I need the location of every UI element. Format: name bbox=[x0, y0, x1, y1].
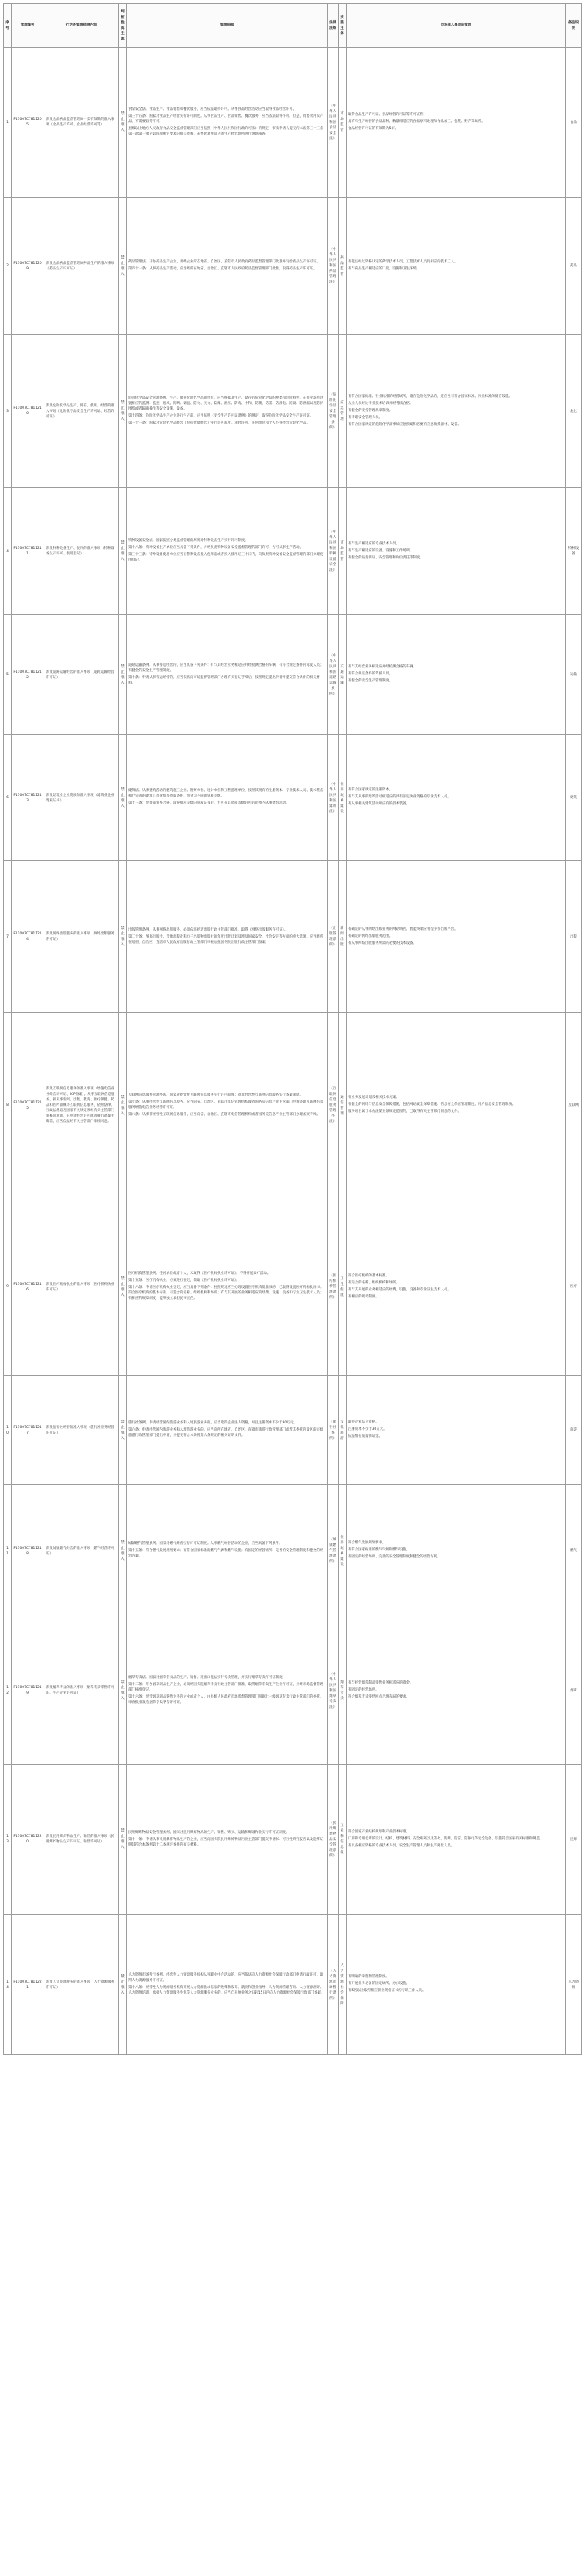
row-basis bbox=[127, 1013, 328, 1198]
row-requirements-paragraph: 有业务发展计划及相关技术方案。 bbox=[348, 1096, 399, 1100]
row-requirements-paragraph: 有确定的网络出版服务范围。 bbox=[348, 934, 393, 938]
row-number: 12 bbox=[4, 1617, 12, 1765]
row-requirements-paragraph: 有适合的名称、组织机构和场所。 bbox=[348, 1280, 399, 1285]
row-requirements-paragraph: 有与生产相适应的专业技术人员。 bbox=[348, 541, 399, 546]
row-requirements-paragraph: 有与其经营业务相适应并经检测合格的车辆。 bbox=[348, 665, 417, 669]
table-row bbox=[4, 1376, 582, 1485]
row-basis-paragraph: 出版管理条例。从事网络出版服务，必须依法经过出版行政主管部门批准，取得《网络出版服务许可证》。 bbox=[128, 927, 288, 932]
row-legal: 《互联网信息服务管理办法》 bbox=[328, 1013, 339, 1198]
row-basis-paragraph: 旅行社条例。申请经营国内旅游业务和入境旅游业务的，应当取得企业法人资格，并且注册资本不少于30万元。 bbox=[128, 1421, 297, 1425]
row-basis-paragraph: 危险化学品安全管理条例。生产、储存危险化学品的单位，应当根据其生产、储存的危险化学品的种类和危险特性，在作业场所设置相应的监测、监控、通风、防晒、调温、防火、灭火、防爆、泄压、防毒、中和、防潮、防雷、防静电、防腐、防泄漏以及防护围堤或者隔离操作等安全设施、设备。 bbox=[128, 396, 324, 411]
row-number: 14 bbox=[4, 1915, 12, 2055]
row-basis-paragraph: 烟草专卖法。国家对烟草专卖品的生产、销售、进出口依法实行专卖管理，并实行烟草专卖许可证制度。 bbox=[128, 1675, 286, 1680]
row-number: 11 bbox=[4, 1485, 12, 1617]
row-note: 烟草 bbox=[566, 1617, 582, 1765]
row-basis-paragraph: 第三十三条：特种设备使用单位应当在特种设备投入使用前或者投入使用后三十日内，向负责特种设备安全监督管理的部门办理使用登记。 bbox=[128, 553, 324, 562]
row-requirements-paragraph: 服务项目属于本办法第五条规定范围的，已取得有关主管部门同意的文件。 bbox=[348, 1110, 461, 1114]
row-measure: 涉及烟草专卖的准入事项（烟草专卖零售许可证、生产企业许可证） bbox=[44, 1617, 119, 1765]
row-basis bbox=[127, 1198, 328, 1376]
row-requirements-paragraph: 有与经营烟草制品零售业务相适应的资金。 bbox=[348, 1680, 413, 1685]
row-impl: 应急管理 bbox=[339, 335, 347, 488]
row-requirements-paragraph: 厂房和专用仓库的设计、结构、建筑材料、安全距离以及防火、防爆、防雷、防静电等安全设备、设施符合国家有关标准和规范。 bbox=[348, 1836, 544, 1841]
row-legal: 《城镇燃气管理条例》 bbox=[328, 1485, 339, 1617]
row-basis-paragraph: 特种设备安全法。国家按照分类监督管理的原则对特种设备生产实行许可制度。 bbox=[128, 539, 248, 543]
row-impl: 通信管理 bbox=[339, 1013, 347, 1198]
table-row bbox=[4, 1198, 582, 1376]
row-requirements-paragraph: 有确定的从事网络出版业务的网站域名、智能终端应用程序等出版平台。 bbox=[348, 927, 458, 931]
table-row bbox=[4, 1617, 582, 1765]
row-legal: 《人力资源市场暂行条例》 bbox=[328, 1915, 339, 2055]
row-requirements-paragraph: 具有与生产经营的食品品种、数量相适应的食品原料处理和食品加工、包装、贮存等场所。 bbox=[348, 119, 485, 124]
row-nature: 禁止准入 bbox=[119, 1198, 127, 1376]
row-basis bbox=[127, 48, 328, 198]
row-note: 互联网 bbox=[566, 1013, 582, 1198]
row-number: 6 bbox=[4, 735, 12, 861]
row-note: 燃气 bbox=[566, 1485, 582, 1617]
row-note: 旅游 bbox=[566, 1376, 582, 1485]
row-code: F11007C7811213 bbox=[12, 735, 44, 861]
row-impl: 交通运输 bbox=[339, 615, 347, 735]
row-basis-paragraph: 城镇燃气管理条例。国家对燃气经营实行许可证制度。从事燃气经营活动的企业，应当具备下列条件。 bbox=[128, 1542, 283, 1546]
row-basis-paragraph: 第十八条：特种设备生产单位应当具备下列条件，并经负责特种设备安全监督管理的部门许可，方可从事生产活动。 bbox=[128, 546, 303, 550]
row-basis-paragraph: 第十二条：开办烟草制品生产企业，必须经国务院烟草专卖行政主管部门批准，取得烟草专卖生产企业许可证，并经市场监督管理部门核准登记。 bbox=[128, 1682, 324, 1692]
row-nature: 禁止准入 bbox=[119, 1765, 127, 1915]
table-row bbox=[4, 1013, 582, 1198]
row-requirements-paragraph: 有健全的安全生产管理制度。 bbox=[348, 679, 393, 683]
row-nature: 禁止准入 bbox=[119, 1915, 127, 2055]
row-requirements-paragraph: 符合燃气发展规划要求。 bbox=[348, 1541, 386, 1545]
row-basis-paragraph: 第十六条：申请医疗机构执业登记，应当具备下列条件：按照规定应当办理设置医疗机构批准书的，已取得设置医疗机构批准书；符合医疗机构的基本标准；有适合的名称、组织机构和场所；有与其开展的业务相适应的经费、设施、设备和专业卫生技术人员；有相应的规章制度；能够独立承担民事责任。 bbox=[128, 1286, 324, 1300]
row-requirements-paragraph: 有符合国家标准、行业标准的经营场所，储存危险化学品的，还应当有符合国家标准、行业标准的储存设施。 bbox=[348, 394, 512, 399]
row-note: 出版 bbox=[566, 861, 582, 1013]
row-impl: 新闻出版 bbox=[339, 861, 347, 1013]
row-requirements-paragraph: 符合国家产业结构规划和产业技术标准。 bbox=[348, 1829, 410, 1834]
row-requirements bbox=[347, 1013, 566, 1198]
row-legal: 《中华人民共和国食品安全法》 bbox=[328, 48, 339, 198]
row-number: 2 bbox=[4, 198, 12, 335]
table-row bbox=[4, 48, 582, 198]
row-basis-paragraph: 第十八条：经营性人力资源服务机构开展人力资源供求信息的收集和发布、就业和创业指导、人力资源管理咨询、人力资源测评、人力资源培训、承接人力资源服务外包等人力资源服务业务的，应当自开展业务之日起15日内向人力资源社会保障行政部门备案。 bbox=[128, 1985, 325, 1995]
row-basis-paragraph: 药品管理法。开办药品生产企业，须经企业所在地省、自治区、直辖市人民政府药品监督管理部门批准并发给药品生产许可证。 bbox=[128, 259, 320, 264]
row-basis-paragraph: 第七条：从事经营性互联网信息服务，应当向省、自治区、直辖市电信管理机构或者国务院信息产业主管部门申请办理互联网信息服务增值电信业务经营许可证。 bbox=[128, 1100, 324, 1110]
row-note: 食品 bbox=[566, 48, 582, 198]
row-requirements-paragraph: 有依法经过资格认定的药学技术人员、工程技术人员及相应的技术工人。 bbox=[348, 259, 458, 264]
row-legal: 《出版管理条例》 bbox=[328, 861, 339, 1013]
table-row bbox=[4, 1915, 582, 2055]
row-legal: 《中华人民共和国特种设备安全法》 bbox=[328, 488, 339, 615]
row-basis-paragraph: 第四十一条：从事药品生产活动，应当经所在地省、自治区、直辖市人民政府药品监督管理部门批准，取得药品生产许可证。 bbox=[128, 266, 317, 271]
row-basis-paragraph: 第十五条：符合燃气发展规划要求；有符合国家标准的燃气气源和燃气设施；有固定的经营场所、完善的安全管理制度和健全的经营方案。 bbox=[128, 1549, 324, 1558]
row-impl: 市场监管 bbox=[339, 488, 347, 615]
table-row bbox=[4, 335, 582, 488]
row-basis-paragraph: 医疗机构管理条例。任何单位或者个人，未取得《医疗机构执业许可证》，不得开展诊疗活动。 bbox=[128, 1272, 271, 1276]
header-no: 序号 bbox=[4, 4, 12, 48]
row-basis-paragraph: 第六条：申请经营国内旅游业务和入境旅游业务的，应当向所在地省、自治区、直辖市旅游行政管理部门或者其委托的设区的市级旅游行政管理部门提出申请，并提交符合本条例第六条规定的相关证明文件。 bbox=[128, 1428, 324, 1438]
row-measure: 涉及城镇燃气经营的准入事项（燃气经营许可证） bbox=[44, 1485, 119, 1617]
header-impl: 实施主体 bbox=[339, 4, 347, 48]
row-requirements-paragraph: 有明确的章程和管理制度。 bbox=[348, 1975, 389, 1979]
row-nature: 禁止准入 bbox=[119, 198, 127, 335]
row-nature: 禁止准入 bbox=[119, 1376, 127, 1485]
row-requirements bbox=[347, 1376, 566, 1485]
row-requirements-paragraph: 有符合国家规定的危险化学品事故应急预案和必要的应急救援器材、设备。 bbox=[348, 422, 461, 427]
row-impl: 住房城乡建设 bbox=[339, 1485, 347, 1617]
row-code: F11007C7811218 bbox=[12, 1485, 44, 1617]
row-nature: 禁止准入 bbox=[119, 48, 127, 198]
row-requirements-paragraph: 有固定的经营场所。 bbox=[348, 1687, 379, 1692]
row-code: F11007C7811220 bbox=[12, 1765, 44, 1915]
row-note: 人力资源 bbox=[566, 1915, 582, 2055]
table-row bbox=[4, 1765, 582, 1915]
row-basis bbox=[127, 1915, 328, 2055]
row-impl: 文化旅游 bbox=[339, 1376, 347, 1485]
row-requirements-paragraph: 有具备相应资格的专业技术人员、安全生产管理人员和生产岗位人员。 bbox=[348, 1843, 455, 1848]
header-nature: 判断性质、主体 bbox=[119, 4, 127, 48]
row-note: 特种设备 bbox=[566, 488, 582, 615]
row-measure: 涉及旅行社经营的准入事项（旅行社业务经营许可证） bbox=[44, 1376, 119, 1485]
row-code: F11007C7811211 bbox=[12, 488, 44, 615]
header-basis: 管理依据 bbox=[127, 4, 328, 48]
row-note: 建筑 bbox=[566, 735, 582, 861]
row-requirements-paragraph: 有固定的经营场所、完善的安全管理制度和健全的经营方案。 bbox=[348, 1555, 441, 1559]
row-measure: 涉及网络出版服务的准入事项（网络出版服务许可证） bbox=[44, 861, 119, 1013]
row-basis bbox=[127, 1617, 328, 1765]
row-basis-paragraph: 第十五条：医疗机构执业，必须进行登记，领取《医疗机构执业许可证》。 bbox=[128, 1279, 240, 1283]
row-nature: 禁止准入 bbox=[119, 1013, 127, 1198]
row-requirements-paragraph: 有符合国家标准的燃气气源和燃气设施。 bbox=[348, 1548, 410, 1552]
row-requirements-paragraph: 有与其从事的建筑活动相适应的具有法定执业资格的专业技术人员。 bbox=[348, 795, 451, 799]
row-requirements-paragraph: 符合医疗机构的基本标准。 bbox=[348, 1273, 389, 1278]
row-code: F11007C7811221 bbox=[12, 1915, 44, 2055]
row-number: 4 bbox=[4, 488, 12, 615]
row-nature: 禁止准入 bbox=[119, 735, 127, 861]
row-number: 7 bbox=[4, 861, 12, 1013]
row-legal: 《民用爆炸物品安全管理条例》 bbox=[328, 1765, 339, 1915]
row-requirements-paragraph: 有5名以上取得相应职业资格证书的专职工作人员。 bbox=[348, 1989, 426, 1993]
row-code: F11007C7811212 bbox=[12, 615, 44, 735]
row-basis-paragraph: 建筑法。从事建筑活动的建筑施工企业、勘察单位、设计单位和工程监理单位，按照其拥有的注册资本、专业技术人员、技术装备和已完成的建筑工程业绩等资质条件，划分为不同的资质等级。 bbox=[128, 789, 324, 798]
row-impl: 工业和信息化 bbox=[339, 1765, 347, 1915]
row-requirements bbox=[347, 615, 566, 735]
row-requirements-paragraph: 有从事相关建筑活动所应有的技术装备。 bbox=[348, 802, 410, 806]
row-number: 1 bbox=[4, 48, 12, 198]
row-requirements-paragraph: 有符合规定条件的驾驶人员。 bbox=[348, 672, 393, 676]
row-code: F11007C7811210 bbox=[12, 335, 44, 488]
row-basis bbox=[127, 1485, 328, 1617]
row-number: 3 bbox=[4, 335, 12, 488]
header-req: 市场准入事项的管理 bbox=[347, 4, 566, 48]
row-legal: 《中华人民共和国道路运输条例》 bbox=[328, 615, 339, 735]
row-requirements-paragraph: 有专职安全管理人员。 bbox=[348, 415, 382, 420]
row-requirements bbox=[347, 1765, 566, 1915]
table-row bbox=[4, 615, 582, 735]
row-legal: 《中华人民共和国药品管理法》 bbox=[328, 198, 339, 335]
row-basis bbox=[127, 335, 328, 488]
row-legal: 《旅行社条例》 bbox=[328, 1376, 339, 1485]
header-measure: 行为的管理措施内容 bbox=[44, 4, 119, 48]
row-legal: 《危险化学品安全管理条例》 bbox=[328, 335, 339, 488]
row-basis-paragraph: 第十六条：经营烟草制品零售业务的企业或者个人，由县级人民政府市场监督管理部门根据上一级烟草专卖行政主管部门的委托，审查批准发给烟草专卖零售许可证。 bbox=[128, 1694, 324, 1705]
row-basis-paragraph: 道路运输条例。从事客运经营的，应当具备下列条件：有与其经营业务相适应并经检测合格的车辆；有符合规定条件的驾驶人员；有健全的安全生产管理制度。 bbox=[128, 663, 324, 673]
row-nature: 禁止准入 bbox=[119, 1617, 127, 1765]
row-note: 危化 bbox=[566, 335, 582, 488]
row-note: 民爆 bbox=[566, 1765, 582, 1915]
row-basis-paragraph: 县级以上地方人民政府食品安全监督管理部门应当依照《中华人民共和国行政许可法》的规定，审核申请人提交的本法第三十三条第一款第一项至第四项规定要求的相关资料，必要时对申请人的生产经营场所进行现场核查。 bbox=[128, 126, 324, 136]
row-code: F11007C7811219 bbox=[12, 1617, 44, 1765]
row-nature: 禁止准入 bbox=[119, 615, 127, 735]
row-code: F11007C7811216 bbox=[12, 1198, 44, 1376]
row-requirements-paragraph: 有与其开展的业务相适应的经费、设施、设备和专业卫生技术人员。 bbox=[348, 1287, 451, 1292]
row-measure: 涉及食品药品监督管理局一类有效期的准入事项（食品生产许可、食品经营许可等） bbox=[44, 48, 119, 198]
row-number: 5 bbox=[4, 615, 12, 735]
row-requirements bbox=[347, 488, 566, 615]
row-requirements-paragraph: 有相应的规章制度。 bbox=[348, 1294, 379, 1299]
row-basis-paragraph: 食品安全法。食品生产、食品销售和餐饮服务，应当依法取得许可。从事食品经营活动应当取得食品经营许可。 bbox=[128, 107, 297, 111]
row-measure: 涉及互联网信息服务的准入事项（增值电信业务经营许可证、ICP备案）。从事互联网信息服务，拟从事新闻、出版、教育、医疗保健、药品和医疗器械等互联网信息服务，依照法律、行政法规以及国家有关规定须经有关主管部门审核同意的，在申请经营许可或者履行备案手续前，应当依法经有关主管部门审核同意。 bbox=[44, 1013, 119, 1198]
table-row bbox=[4, 1485, 582, 1617]
header-note: 备注说明 bbox=[566, 4, 582, 48]
row-basis bbox=[127, 735, 328, 861]
row-number: 10 bbox=[4, 1376, 12, 1485]
row-basis bbox=[127, 615, 328, 735]
row-basis bbox=[127, 488, 328, 615]
row-requirements-paragraph: 有开展业务必备的固定场所、办公设施。 bbox=[348, 1982, 410, 1986]
row-requirements-paragraph: 取得食品生产许可证、食品经营许可证等许可证件。 bbox=[348, 112, 427, 117]
row-impl: 卫生健康 bbox=[339, 1198, 347, 1376]
row-measure: 涉及人力资源服务的准入事项（人力资源服务许可证） bbox=[44, 1915, 119, 2055]
row-basis-paragraph: 第三十五条：国家对食品生产经营实行许可制度。从事食品生产、食品销售、餐饮服务，应当依法取得许可。但是，销售食用农产品，不需要取得许可。 bbox=[128, 114, 324, 124]
table-row bbox=[4, 861, 582, 1013]
row-number: 9 bbox=[4, 1198, 12, 1376]
row-requirements-paragraph: 取得企业法人资格。 bbox=[348, 1420, 379, 1424]
row-measure: 涉及民用爆炸物品生产、销售的准入事项（民用爆炸物品生产许可证、销售许可证） bbox=[44, 1765, 119, 1915]
row-requirements bbox=[347, 735, 566, 861]
table-row bbox=[4, 488, 582, 615]
row-requirements-paragraph: 有健全的网络与信息安全保障措施，包括网站安全保障措施、信息安全保密管理制度、用户信息安全管理制度。 bbox=[348, 1103, 516, 1107]
market-access-table bbox=[3, 3, 582, 2055]
row-requirements-paragraph: 有从事网络出版服务所需的必要的技术设备。 bbox=[348, 941, 417, 945]
row-note: 药品 bbox=[566, 198, 582, 335]
row-measure: 涉及道路运输经营的准入事项（道路运输经营许可证） bbox=[44, 615, 119, 735]
row-basis-paragraph: 民用爆炸物品安全管理条例。国家对民用爆炸物品的生产、销售、购买、运输和爆破作业实行许可证制度。 bbox=[128, 1830, 290, 1835]
row-code: F11007C7811214 bbox=[12, 861, 44, 1013]
row-code: F11007C7811205 bbox=[12, 48, 44, 198]
row-note: 医疗 bbox=[566, 1198, 582, 1376]
row-measure: 涉及医疗机构执业的准入事项（医疗机构执业许可证） bbox=[44, 1198, 119, 1376]
row-requirements-paragraph: 有健全的质量保证、安全管理和岗位责任等制度。 bbox=[348, 555, 424, 560]
row-basis bbox=[127, 1376, 328, 1485]
row-basis bbox=[127, 861, 328, 1013]
row-impl: 人力资源社会保障 bbox=[339, 1915, 347, 2055]
table-header-row bbox=[4, 4, 582, 48]
row-basis-paragraph: 第三十三条：国家对危险化学品经营（包括仓储经营）实行许可制度。未经许可，任何单位和个人不得经营危险化学品。 bbox=[128, 421, 310, 425]
row-legal: 《医疗机构管理条例》 bbox=[328, 1198, 339, 1376]
row-basis-paragraph: 人力资源市场暂行条例。经营性人力资源服务机构从事职业中介活动的，应当依法向人力资源社会保障行政部门申请行政许可，取得人力资源服务许可证。 bbox=[128, 1972, 324, 1983]
row-basis-paragraph: 互联网信息服务管理办法。国家对经营性互联网信息服务实行许可制度；对非经营性互联网信息服务实行备案制度。 bbox=[128, 1093, 303, 1097]
row-requirements-paragraph: 从业人员经过专业技术培训并经考核合格。 bbox=[348, 401, 413, 406]
row-requirements bbox=[347, 48, 566, 198]
row-code: F11007C7811215 bbox=[12, 1013, 44, 1198]
row-code: F11007C7811209 bbox=[12, 198, 44, 335]
row-requirements bbox=[347, 861, 566, 1013]
row-requirements-paragraph: 符合烟草专卖零售网点合理布局的要求。 bbox=[348, 1694, 410, 1699]
row-requirements-paragraph: 有与药品生产相适应的厂房、设施和卫生环境。 bbox=[348, 266, 420, 271]
row-number: 13 bbox=[4, 1765, 12, 1915]
row-basis-paragraph: 第十一条：申请从事民用爆炸物品生产的企业，应当向国务院民用爆炸物品行业主管部门提交申请书、可行性研究报告以及能够证明其符合本条例第十二条规定条件的有关材料。 bbox=[128, 1837, 324, 1847]
row-requirements bbox=[347, 198, 566, 335]
row-requirements bbox=[347, 1198, 566, 1376]
row-code: F11007C7811217 bbox=[12, 1376, 44, 1485]
row-requirements-paragraph: 注册资本不少于30万元。 bbox=[348, 1427, 387, 1431]
row-requirements bbox=[347, 1915, 566, 2055]
row-requirements bbox=[347, 335, 566, 488]
table-row bbox=[4, 198, 582, 335]
row-basis-paragraph: 第十条：申请从事客运经营的，应当依法向市场监督管理部门办理有关登记手续后，按照规定提出申请并提交符合条件的相关材料。 bbox=[128, 675, 320, 685]
row-basis-paragraph: 第十三条：经资质审查合格，取得相应等级的资质证书后，方可在其资质等级许可的范围内从事建筑活动。 bbox=[128, 801, 290, 805]
row-nature: 禁止准入 bbox=[119, 861, 127, 1013]
row-impl: 烟草专卖 bbox=[339, 1617, 347, 1765]
table-row bbox=[4, 735, 582, 861]
row-basis-paragraph: 第八条：从事非经营性互联网信息服务，应当向省、自治区、直辖市电信管理机构或者国务院信息产业主管部门办理备案手续。 bbox=[128, 1112, 320, 1117]
row-nature: 禁止准入 bbox=[119, 1485, 127, 1617]
row-legal: 《中华人民共和国烟草专卖法》 bbox=[328, 1617, 339, 1765]
row-measure: 涉及建筑业企业资质的准入事项（建筑业企业资质证书） bbox=[44, 735, 119, 861]
row-requirements-paragraph: 有健全的安全管理规章制度。 bbox=[348, 408, 393, 413]
row-requirements-paragraph: 有符合国家规定的注册资本。 bbox=[348, 788, 393, 792]
header-legal: 法律法规 bbox=[328, 4, 339, 48]
row-measure: 涉及危险化学品生产、储存、使用、经营的准入事项（危险化学品安全生产许可证、经营许可证） bbox=[44, 335, 119, 488]
row-basis-paragraph: 第二十条：图书出版社、音像出版社和电子出版物出版社的年度出版计划及涉及国家安全、社会安定等方面的重大选题，应当经所在地省、自治区、直辖市人民政府出版行政主管部门审核后报国务院出版行政主管部门备案。 bbox=[128, 934, 324, 945]
table-body bbox=[4, 48, 582, 2055]
row-number: 8 bbox=[4, 1013, 12, 1198]
row-impl: 市场监管 bbox=[339, 48, 347, 198]
row-nature: 禁止准入 bbox=[119, 335, 127, 488]
row-legal: 《中华人民共和国建筑法》 bbox=[328, 735, 339, 861]
header-code: 管理编号 bbox=[12, 4, 44, 48]
row-measure: 涉及食品药品监督管理局药品生产的准入事项（药品生产许可证） bbox=[44, 198, 119, 335]
row-measure: 涉及特种设备生产、使用的准入事项（特种设备生产许可、使用登记） bbox=[44, 488, 119, 615]
row-note: 运输 bbox=[566, 615, 582, 735]
row-basis bbox=[127, 1765, 328, 1915]
row-basis bbox=[127, 198, 328, 335]
row-nature: 禁止准入 bbox=[119, 488, 127, 615]
row-requirements bbox=[347, 1617, 566, 1765]
row-basis-paragraph: 第十四条：危险化学品生产企业进行生产前，应当依照《安全生产许可证条例》的规定，取得危险化学品安全生产许可证。 bbox=[128, 413, 314, 418]
row-requirements bbox=[347, 1485, 566, 1617]
row-requirements-paragraph: 依法缴存质量保证金。 bbox=[348, 1434, 382, 1438]
row-impl: 住房城乡建设 bbox=[339, 735, 347, 861]
row-requirements-paragraph: 有与生产相适应的设备、设施和工作场所。 bbox=[348, 548, 413, 553]
row-impl: 药品监管 bbox=[339, 198, 347, 335]
row-requirements-paragraph: 食品经营许可证的有效期为5年。 bbox=[348, 126, 399, 131]
